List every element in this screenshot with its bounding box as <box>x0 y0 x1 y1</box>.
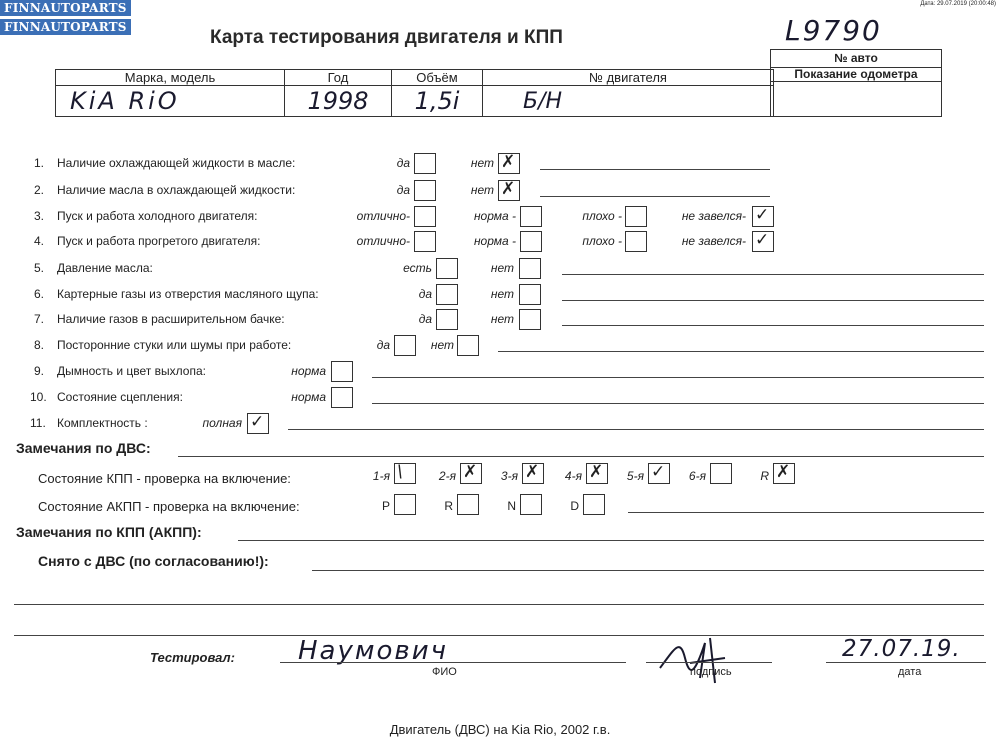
option-checkbox[interactable] <box>394 335 416 356</box>
row-number: 5. <box>33 261 44 275</box>
signature <box>650 628 730 688</box>
answer-line <box>562 274 984 275</box>
option-checkbox[interactable] <box>414 231 436 252</box>
option-label: не завелся- <box>681 234 746 248</box>
value-make-model: KiA RiO <box>56 86 285 117</box>
gear-checkbox[interactable] <box>460 463 482 484</box>
col-make-model: Марка, модель <box>56 70 285 86</box>
answer-line <box>540 196 770 197</box>
checkbox-mark: ✓ <box>250 412 265 432</box>
option-label: да <box>396 156 410 170</box>
vehicle-table <box>55 69 774 117</box>
date-stamp: Дата: 29.07.2019 (20:00:48) <box>920 1 996 7</box>
auto-gear-checkbox[interactable] <box>583 494 605 515</box>
option-checkbox[interactable] <box>331 387 353 408</box>
answer-line <box>540 169 770 170</box>
date-line <box>826 662 986 663</box>
row-label: Наличие охлаждающей жидкости в масле: <box>57 156 296 170</box>
row-number: 10. <box>30 390 47 404</box>
gear-label: 5-я <box>626 469 644 483</box>
auto-gear-label: N <box>507 499 516 513</box>
photo-caption: Двигатель (ДВС) на Kia Rio, 2002 г.в. <box>389 722 611 737</box>
removed-line-1 <box>312 570 984 571</box>
gear-label: R <box>760 469 769 483</box>
option-label: полная <box>202 416 242 430</box>
option-label: норма <box>291 390 326 404</box>
option-checkbox[interactable] <box>436 309 458 330</box>
checkbox-mark: ✗ <box>501 152 516 172</box>
date-label: дата <box>898 666 922 678</box>
option-label: нет <box>470 156 494 170</box>
checkbox-mark: ✓ <box>755 230 770 250</box>
brand-logo-top: FINNAUTOPARTS <box>0 0 131 16</box>
auto-gear-checkbox[interactable] <box>394 494 416 515</box>
row-label: Пуск и работа прогретого двигателя: <box>57 234 261 248</box>
gear-label: 4-я <box>564 469 582 483</box>
fio-label: ФИО <box>432 666 457 678</box>
gearbox-notes-line <box>238 540 984 541</box>
option-label: норма - <box>473 209 516 223</box>
auto-info-box <box>770 49 942 117</box>
form-title: Карта тестирования двигателя и КПП <box>210 27 563 48</box>
manual-gearbox-label: Состояние КПП - проверка на включение: <box>38 471 291 486</box>
auto-gearbox-label: Состояние АКПП - проверка на включение: <box>38 499 300 514</box>
gear-checkbox[interactable] <box>586 463 608 484</box>
row-label: Посторонние стуки или шумы при работе: <box>57 338 292 352</box>
option-label: не завелся- <box>681 209 746 223</box>
col-volume: Объём <box>392 70 483 86</box>
row-number: 11. <box>30 416 46 430</box>
option-label: нет <box>470 183 494 197</box>
brand-logo-bottom: FINNAUTOPARTS <box>0 19 131 35</box>
answer-line <box>372 403 984 404</box>
checkbox-mark: ✗ <box>463 462 478 482</box>
auto-number-label: № авто <box>771 50 941 68</box>
row-label: Дымность и цвет выхлопа: <box>57 364 206 378</box>
gear-label: 3-я <box>500 469 518 483</box>
option-checkbox[interactable] <box>436 258 458 279</box>
option-checkbox[interactable] <box>436 284 458 305</box>
option-label: отлично- <box>356 234 410 248</box>
signature-label: подпись <box>690 666 732 678</box>
option-checkbox[interactable] <box>498 180 520 201</box>
option-label: отлично- <box>356 209 410 223</box>
auto-gear-label: P <box>381 499 390 513</box>
checkbox-mark: ✗ <box>589 462 604 482</box>
option-label: да <box>418 287 432 301</box>
answer-line <box>562 300 984 301</box>
option-label: да <box>396 183 410 197</box>
checkbox-mark: ✗ <box>776 462 791 482</box>
answer-line <box>288 429 984 430</box>
option-label: плохо - <box>582 234 622 248</box>
engine-notes-line <box>178 456 984 457</box>
option-checkbox[interactable] <box>752 231 774 252</box>
odometer-label: Показание одометра <box>771 67 941 82</box>
option-checkbox[interactable] <box>519 309 541 330</box>
option-checkbox[interactable] <box>247 413 269 434</box>
option-checkbox[interactable] <box>498 153 520 174</box>
gearbox-notes-label: Замечания по КПП (АКПП): <box>16 524 202 540</box>
option-checkbox[interactable] <box>625 206 647 227</box>
checkbox-mark: \ <box>397 462 403 482</box>
checkbox-mark: ✓ <box>651 462 666 482</box>
auto-number-handwritten: L9790 <box>785 14 882 47</box>
option-label: нет <box>490 261 514 275</box>
auto-gear-checkbox[interactable] <box>520 494 542 515</box>
row-number: 7. <box>33 312 44 326</box>
value-engine-number: Б/Н <box>483 86 774 117</box>
gear-checkbox[interactable] <box>522 463 544 484</box>
row-number: 3. <box>33 209 44 223</box>
removed-line-2 <box>14 604 984 605</box>
option-checkbox[interactable] <box>331 361 353 382</box>
option-label: норма - <box>473 234 516 248</box>
tested-label: Тестировал: <box>150 650 235 665</box>
col-engine-number: № двигателя <box>483 70 774 86</box>
value-volume: 1,5i <box>392 86 483 117</box>
row-number: 1. <box>33 156 44 170</box>
auto-gear-label: R <box>444 499 453 513</box>
checkbox-mark: ✗ <box>501 179 516 199</box>
option-label: плохо - <box>582 209 622 223</box>
option-label: нет <box>490 312 514 326</box>
option-label: норма <box>291 364 326 378</box>
removed-label: Снято с ДВС (по согласованию!): <box>38 553 269 569</box>
option-checkbox[interactable] <box>414 206 436 227</box>
option-label: нет <box>430 338 454 352</box>
row-label: Состояние сцепления: <box>57 390 183 404</box>
gear-label: 2-я <box>438 469 456 483</box>
row-number: 9. <box>33 364 44 378</box>
option-checkbox[interactable] <box>457 335 479 356</box>
auto-gearbox-line <box>628 512 984 513</box>
checkbox-mark: ✓ <box>755 205 770 225</box>
answer-line <box>372 377 984 378</box>
value-year: 1998 <box>285 86 392 117</box>
option-checkbox[interactable] <box>752 206 774 227</box>
gear-label: 1-я <box>372 469 390 483</box>
gear-checkbox[interactable] <box>648 463 670 484</box>
option-checkbox[interactable] <box>414 180 436 201</box>
row-number: 2. <box>33 183 44 197</box>
option-checkbox[interactable] <box>519 284 541 305</box>
row-label: Наличие газов в расширительном бачке: <box>57 312 285 326</box>
option-label: есть <box>403 261 432 275</box>
option-checkbox[interactable] <box>414 153 436 174</box>
row-label: Комплектность : <box>57 416 148 430</box>
auto-gear-checkbox[interactable] <box>457 494 479 515</box>
auto-gear-label: D <box>570 499 579 513</box>
option-label: да <box>376 338 390 352</box>
col-year: Год <box>285 70 392 86</box>
gear-checkbox[interactable] <box>710 463 732 484</box>
test-date: 27.07.19. <box>842 636 961 662</box>
answer-line <box>498 351 984 352</box>
row-label: Наличие масла в охлаждающей жидкости: <box>57 183 296 197</box>
gear-checkbox[interactable] <box>773 463 795 484</box>
signature-line <box>646 662 772 663</box>
engine-notes-label: Замечания по ДВС: <box>16 440 151 456</box>
row-number: 4. <box>33 234 44 248</box>
tester-name: Наумович <box>298 636 448 666</box>
checkbox-mark: ✗ <box>525 462 540 482</box>
option-checkbox[interactable] <box>520 206 542 227</box>
option-label: нет <box>490 287 514 301</box>
option-checkbox[interactable] <box>519 258 541 279</box>
row-label: Пуск и работа холодного двигателя: <box>57 209 258 223</box>
row-number: 8. <box>33 338 44 352</box>
answer-line <box>562 325 984 326</box>
option-label: да <box>418 312 432 326</box>
row-number: 6. <box>33 287 44 301</box>
row-label: Давление масла: <box>57 261 153 275</box>
gear-checkbox[interactable] <box>394 463 416 484</box>
fio-line <box>280 662 626 663</box>
option-checkbox[interactable] <box>520 231 542 252</box>
row-label: Картерные газы из отверстия масляного щупа: <box>57 287 319 301</box>
option-checkbox[interactable] <box>625 231 647 252</box>
removed-line-3 <box>14 635 984 636</box>
gear-label: 6-я <box>688 469 706 483</box>
